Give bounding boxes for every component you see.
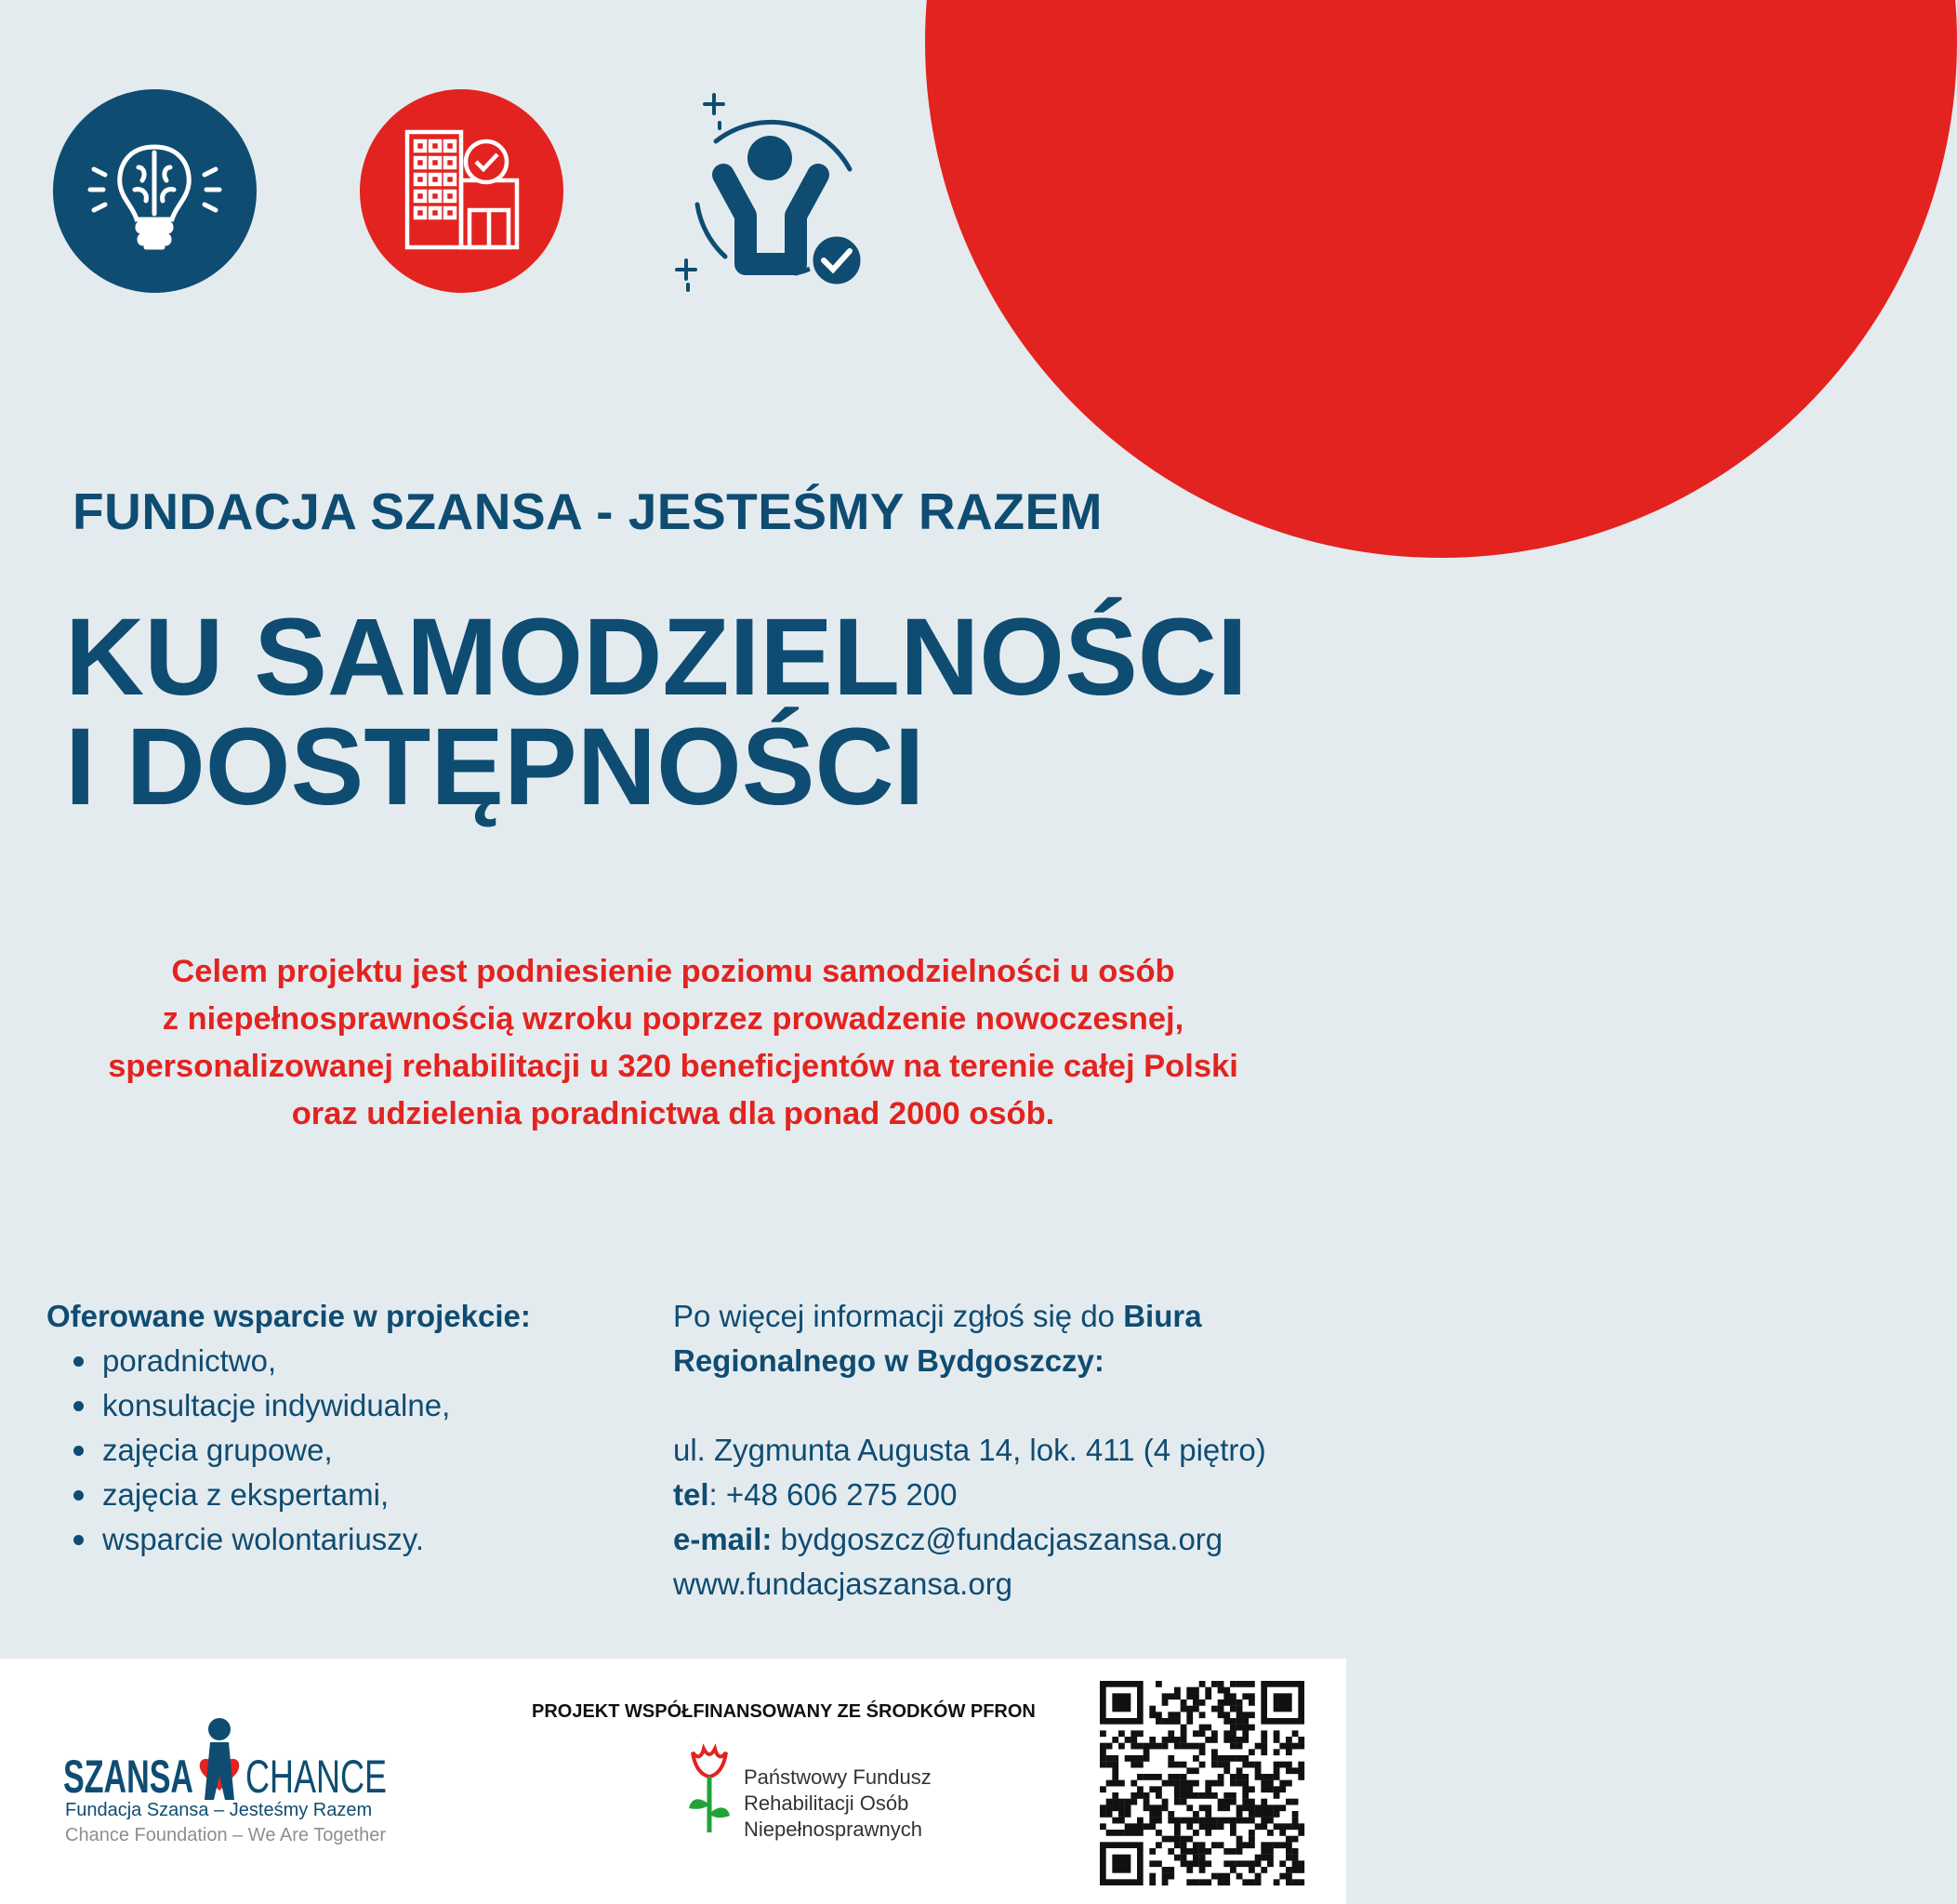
contact-info xyxy=(673,1294,1324,1606)
email-label: e-mail: xyxy=(673,1522,773,1556)
address: ul. Zygmunta Augusta 14, lok. 411 (4 piętro) xyxy=(673,1433,1266,1467)
email-address[interactable]: bydgoszcz@fundacjaszansa.org xyxy=(772,1522,1223,1556)
pfron-name-line: Rehabilitacji Osób xyxy=(744,1792,909,1815)
logo-text-right: CHANCE xyxy=(245,1751,387,1803)
description-line: z niepełnosprawnością wzroku poprzez prowadzenie nowoczesnej, xyxy=(162,1001,1184,1037)
list-item: zajęcia z ekspertami, xyxy=(46,1473,641,1517)
phone-line xyxy=(673,1473,1324,1517)
cofinancing-note: PROJEKT WSPÓŁFINANSOWANY ZE ŚRODKÓW PFRON xyxy=(532,1701,1036,1722)
logo-text-left: SZANSA xyxy=(63,1751,193,1803)
contact-office-line xyxy=(673,1339,1324,1383)
project-description xyxy=(37,948,1309,1138)
person-success-check-icon xyxy=(660,82,883,305)
pfron-name-line: Niepełnosprawnych xyxy=(744,1818,922,1841)
website-link[interactable]: www.fundacjaszansa.org xyxy=(673,1567,1013,1601)
pfron-tulip-logo xyxy=(683,1743,734,1836)
contact-intro-line xyxy=(673,1294,1324,1339)
list-item: zajęcia grupowe, xyxy=(46,1428,641,1473)
office-name-part1: Biura xyxy=(1123,1299,1202,1333)
list-item: konsultacje indywidualne, xyxy=(46,1383,641,1428)
organization-name: FUNDACJA SZANSA - JESTEŚMY RAZEM xyxy=(73,483,1103,540)
brain-lightbulb-icon xyxy=(53,89,257,293)
pfron-name-line: Państwowy Fundusz xyxy=(744,1765,932,1789)
office-building-check-icon xyxy=(360,89,563,293)
office-name-part2: Regionalnego w Bydgoszczy: xyxy=(673,1343,1104,1378)
pfron-name xyxy=(744,1765,932,1843)
description-line: oraz udzielenia poradnictwa dla ponad 2000 osób. xyxy=(291,1096,1055,1131)
qr-code-icon[interactable] xyxy=(1100,1681,1304,1885)
offer-list xyxy=(46,1339,641,1562)
description-line: spersonalizowanej rehabilitacji u 320 beneficjentów na terenie całej Polski xyxy=(108,1049,1238,1084)
offered-support xyxy=(46,1294,641,1562)
email-line xyxy=(673,1517,1324,1562)
page-title xyxy=(65,596,1248,828)
logo-subtitle-pl: Fundacja Szansa – Jesteśmy Razem xyxy=(65,1800,373,1820)
list-item: poradnictwo, xyxy=(46,1339,641,1383)
contact-intro: Po więcej informacji zgłoś się do xyxy=(673,1299,1124,1333)
spacer xyxy=(673,1383,1324,1428)
phone-number[interactable]: : +48 606 275 200 xyxy=(708,1477,958,1512)
description-line: Celem projektu jest podniesienie poziomu samodzielności u osób xyxy=(171,954,1175,989)
headline-line-2: I DOSTĘPNOŚCI xyxy=(65,706,925,828)
phone-label: tel xyxy=(673,1477,709,1512)
decorative-red-circle xyxy=(925,0,1957,558)
headline-line-1: KU SAMODZIELNOŚCI xyxy=(65,596,1248,719)
offer-title: Oferowane wsparcie w projekcie: xyxy=(46,1299,531,1333)
logo-subtitle-en: Chance Foundation – We Are Together xyxy=(65,1825,387,1845)
list-item: wsparcie wolontariuszy. xyxy=(46,1517,641,1562)
